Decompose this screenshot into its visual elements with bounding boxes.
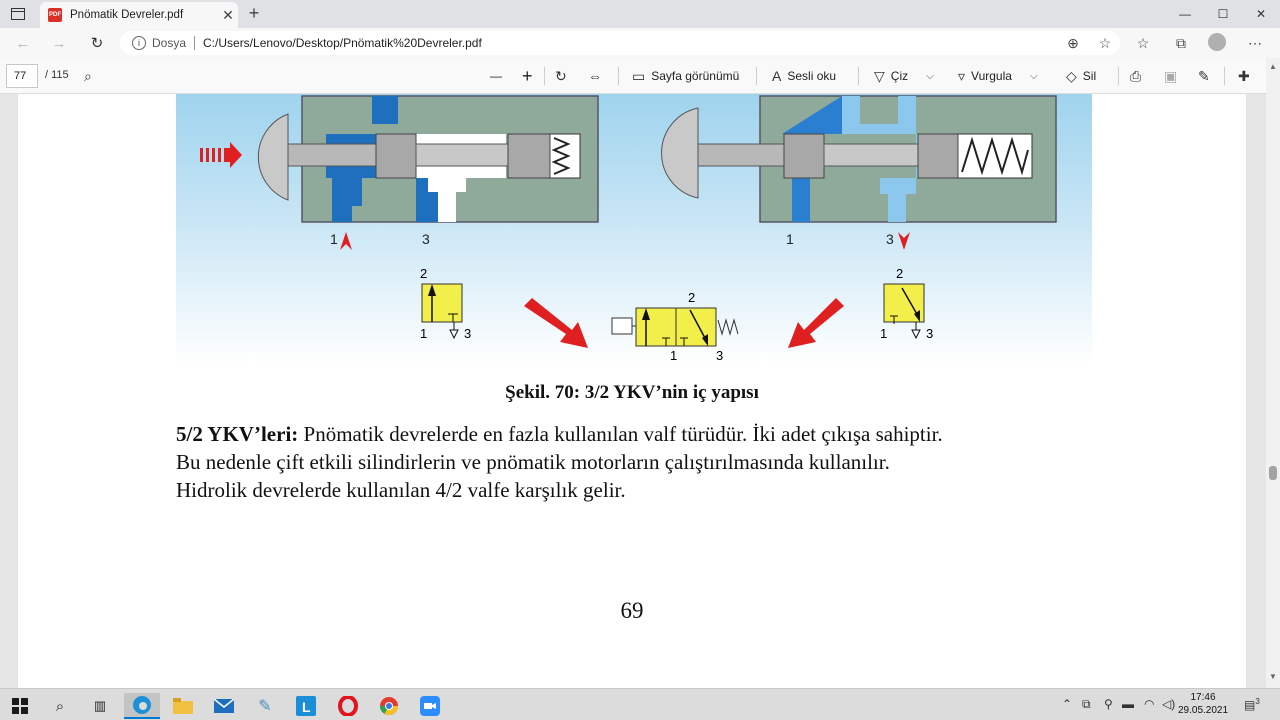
eraser-icon: ◇ <box>1066 67 1077 84</box>
port-label: 1 <box>786 231 794 247</box>
taskbar <box>0 688 1280 720</box>
page-total: / 115 <box>45 69 69 81</box>
symbol-label: 3 <box>716 348 724 363</box>
tab-close-button[interactable]: ✕ <box>222 6 234 23</box>
symbol-label: 3 <box>926 326 934 341</box>
valve-right-diagram <box>662 96 1056 250</box>
file-explorer-icon[interactable] <box>165 693 201 719</box>
paragraph-line: Bu nedenle çift etkili silindirlerin ve pnömatik motorların çalıştırılmasında kullanılır. <box>176 450 890 474</box>
draw-button[interactable] <box>874 66 934 86</box>
opera-icon[interactable] <box>330 693 366 719</box>
page-number-input[interactable]: 77 <box>6 64 38 88</box>
profile-avatar[interactable] <box>1208 33 1226 51</box>
system-tray-icon[interactable]: ⧉ <box>1082 697 1091 711</box>
clock[interactable] <box>1178 691 1228 717</box>
pdf-page <box>18 94 1246 688</box>
save-icon[interactable]: ▣ <box>1164 67 1178 84</box>
date: 29.05.2021 <box>1178 705 1229 716</box>
pin-toolbar-icon[interactable]: ✚ <box>1238 67 1250 84</box>
task-view-icon[interactable]: ▥ <box>93 698 107 713</box>
page-view-button[interactable] <box>632 66 739 86</box>
read-aloud-button[interactable] <box>772 66 836 86</box>
toolbar-divider <box>858 67 859 85</box>
symbol-label: 3 <box>464 326 472 341</box>
save-as-icon[interactable]: ✎ <box>1198 67 1210 84</box>
chevron-down-icon[interactable]: ⌵ <box>1029 70 1038 82</box>
valve-left-diagram <box>200 96 598 250</box>
tab-pdf[interactable] <box>40 2 238 28</box>
zoom-icon[interactable]: ⊕ <box>1067 34 1079 51</box>
url-text[interactable]: C:/Users/Lenovo/Desktop/Pnömatik%20Devreler.pdf <box>203 36 482 50</box>
read-aloud-label: Sesli oku <box>787 69 837 83</box>
svg-text:L: L <box>302 699 311 715</box>
scroll-up-icon[interactable]: ▲ <box>1269 62 1277 71</box>
symbol-label: 1 <box>670 348 678 363</box>
highlight-icon: ▿ <box>958 67 966 84</box>
highlight-button[interactable] <box>958 66 1038 86</box>
paragraph <box>176 420 1116 504</box>
scroll-down-icon[interactable]: ▼ <box>1269 672 1277 681</box>
chrome-icon[interactable] <box>371 693 407 719</box>
paint-icon[interactable]: ✎ <box>258 698 272 715</box>
draw-label: Çiz <box>890 69 909 83</box>
symbol-label: 1 <box>880 326 888 341</box>
fit-page-icon[interactable]: ⇔ <box>588 68 602 84</box>
volume-icon[interactable]: ◁) <box>1162 697 1176 711</box>
zoom-app-icon[interactable] <box>412 693 448 719</box>
print-icon[interactable]: ⎙ <box>1130 67 1142 84</box>
chevron-up-icon[interactable]: ⌃ <box>1062 697 1073 711</box>
tab-actions-icon[interactable] <box>10 6 26 22</box>
windows-start-icon[interactable] <box>2 693 38 719</box>
document-area[interactable] <box>0 94 1280 688</box>
close-window-button[interactable]: ✕ <box>1255 7 1267 21</box>
red-arrow-right <box>788 298 844 348</box>
page-view-icon: ▭ <box>632 67 646 84</box>
valve-symbol-right <box>880 266 933 341</box>
wifi-icon[interactable]: ◠ <box>1144 697 1155 711</box>
vertical-scrollbar[interactable] <box>1266 58 1280 688</box>
notification-icon[interactable]: ▤$^3$ <box>1244 697 1260 712</box>
app-l-icon[interactable] <box>288 693 324 719</box>
toolbar-divider <box>1224 67 1225 85</box>
valve-symbol-center <box>612 290 738 363</box>
pdf-icon: PDF <box>48 8 62 22</box>
highlight-label: Vurgula <box>971 69 1012 83</box>
url-box[interactable] <box>120 31 1120 55</box>
toolbar-divider <box>756 67 757 85</box>
edge-icon[interactable] <box>124 693 160 719</box>
forward-icon[interactable]: → <box>51 34 67 52</box>
draw-icon: ▽ <box>874 67 885 84</box>
scrollbar-thumb[interactable] <box>1269 466 1277 480</box>
paragraph-heading: 5/2 YKV’leri: <box>176 422 299 446</box>
search-icon[interactable]: ⌕ <box>84 67 92 84</box>
url-separator <box>194 36 195 50</box>
paragraph-line: Pnömatik devrelerde en fazla kullanılan valf türüdür. İki adet çıkışa sahiptir. <box>298 422 943 446</box>
symbol-label: 2 <box>896 266 904 281</box>
site-label: Dosya <box>152 36 187 50</box>
valve-figure <box>176 94 1092 364</box>
favorites-icon[interactable]: ☆ <box>1136 34 1150 51</box>
valve-symbol-left <box>420 266 471 341</box>
toolbar-divider <box>1118 67 1119 85</box>
search-icon[interactable]: ⌕ <box>55 697 65 715</box>
toolbar-divider <box>618 67 619 85</box>
maximize-button[interactable]: ☐ <box>1217 7 1229 21</box>
toolbar-divider <box>544 67 545 85</box>
back-icon[interactable]: ← <box>15 34 31 52</box>
mail-icon[interactable] <box>206 693 242 719</box>
symbol-label: 2 <box>420 266 428 281</box>
tab-title: Pnömatik Devreler.pdf <box>70 9 184 21</box>
collections-icon[interactable]: ⧉ <box>1176 34 1186 51</box>
port-label: 3 <box>422 231 430 247</box>
page-view-label: Sayfa görünümü <box>651 69 740 83</box>
pdf-toolbar <box>0 58 1280 94</box>
port-label: 1 <box>330 231 338 247</box>
erase-label: Sil <box>1082 69 1097 83</box>
zoom-in-button[interactable]: + <box>522 65 533 86</box>
page-number: 69 <box>620 598 644 623</box>
symbol-label: 1 <box>420 326 428 341</box>
port-label: 3 <box>886 231 894 247</box>
more-icon[interactable]: ⋯ <box>1248 34 1262 51</box>
red-arrow-left <box>524 298 588 348</box>
time: 17:46 <box>1190 692 1216 703</box>
paragraph-line: Hidrolik devrelerde kullanılan 4/2 valfe karşılık gelir. <box>176 478 626 502</box>
rotate-icon[interactable]: ↻ <box>555 67 567 84</box>
address-bar <box>0 28 1280 58</box>
usb-icon[interactable]: ⚲ <box>1104 697 1113 711</box>
info-icon[interactable]: i <box>132 36 146 50</box>
chevron-down-icon[interactable]: ⌵ <box>926 70 934 82</box>
erase-button[interactable] <box>1066 66 1096 86</box>
zoom-out-button[interactable]: — <box>490 69 502 83</box>
minimize-button[interactable]: — <box>1179 7 1191 21</box>
add-favorite-icon[interactable]: ☆ <box>1098 34 1112 51</box>
figure-caption: Şekil. 70: 3/2 YKV’nin iç yapısı <box>505 382 759 403</box>
battery-icon[interactable]: ▬ <box>1122 697 1134 711</box>
new-tab-button[interactable]: + <box>248 3 260 23</box>
read-aloud-icon: A <box>772 68 782 84</box>
refresh-icon[interactable]: ↻ <box>90 35 104 52</box>
notification-count: 3 <box>1255 697 1260 706</box>
symbol-label: 2 <box>688 290 696 305</box>
tab-strip <box>0 0 1280 28</box>
